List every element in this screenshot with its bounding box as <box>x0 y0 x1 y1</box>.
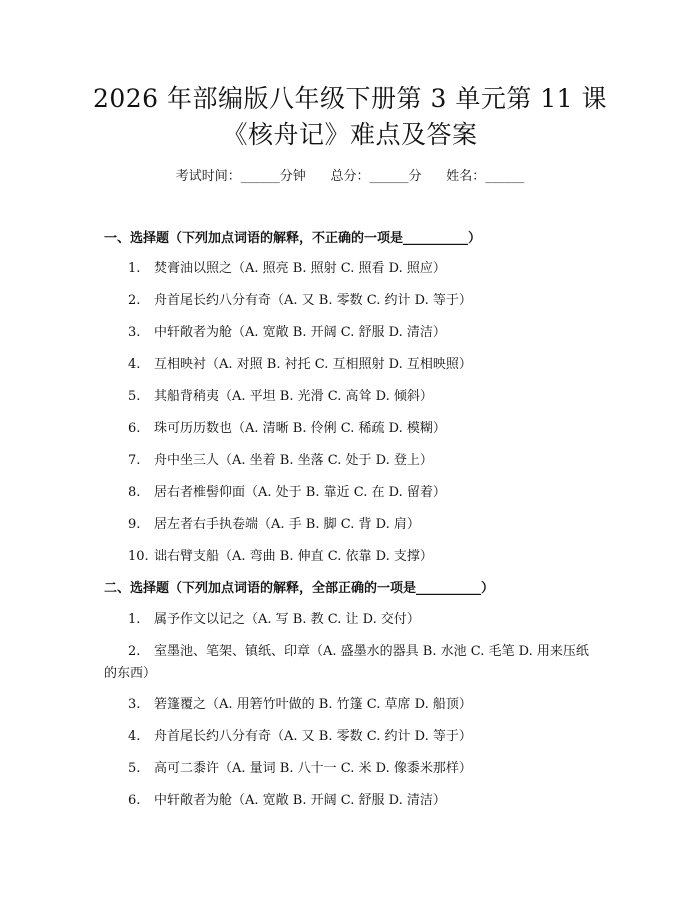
section-1-question-1 <box>104 258 600 280</box>
question-number: 3. <box>128 697 141 712</box>
section-2-question-6 <box>104 790 600 812</box>
section-1-question-2 <box>104 290 600 312</box>
question-number: 4. <box>128 729 141 744</box>
question-text: 中轩敞者为舱（A. 宽敞 B. 开阔 C. 舒服 D. 清洁） <box>154 325 446 340</box>
section-1-question-4 <box>104 354 600 376</box>
document-title-line-2: 《核舟记》难点及答案 <box>222 120 478 149</box>
section-2-question-5 <box>104 758 600 780</box>
question-number: 2. <box>128 293 141 308</box>
section-1-question-10 <box>104 546 600 568</box>
question-text: 其船背稍夷（A. 平坦 B. 光滑 C. 高耸 D. 倾斜） <box>154 389 433 404</box>
question-text: 居左者右手执卷端（A. 手 B. 脚 C. 背 D. 肩） <box>154 517 420 532</box>
section-2-question-1 <box>104 609 600 631</box>
section-1-heading: 一、选择题（下列加点词语的解释，不正确的一项是__________） <box>104 231 482 246</box>
question-text: 高可二黍许（A. 量词 B. 八十一 C. 米 D. 像黍米那样） <box>154 761 472 776</box>
section-1-question-9 <box>104 514 600 536</box>
question-text: 舟首尾长约八分有奇（A. 又 B. 零数 C. 约计 D. 等于） <box>154 293 472 308</box>
section-2-heading: 二、选择题（下列加点词语的解释，全部正确的一项是__________） <box>104 581 495 596</box>
question-number: 4. <box>128 357 141 372</box>
question-text: 箬篷覆之（A. 用箬竹叶做的 B. 竹篷 C. 草席 D. 船顶） <box>154 697 472 712</box>
question-text: 中轩敞者为舱（A. 宽敞 B. 开阔 C. 舒服 D. 清洁） <box>154 793 446 808</box>
section-1-question-3 <box>104 322 600 344</box>
section-1-question-5 <box>104 386 600 408</box>
section-2-question-2 <box>104 641 600 685</box>
question-number: 2. <box>128 644 141 659</box>
question-number: 5. <box>128 761 141 776</box>
section-2-question-4 <box>104 726 600 748</box>
question-number: 1. <box>128 612 141 627</box>
section-1-question-7 <box>104 450 600 472</box>
document-title-line-1: 2026 年部编版八年级下册第 3 单元第 11 课 <box>92 84 608 113</box>
question-text: 舟中坐三人（A. 坐着 B. 坐落 C. 处于 D. 登上） <box>154 453 433 468</box>
question-number: 7. <box>128 453 141 468</box>
exam-info-line: 考试时间：______分钟 总分：______分 姓名：______ <box>175 169 525 184</box>
question-text: 互相映衬（A. 对照 B. 衬托 C. 互相照射 D. 互相映照） <box>154 357 472 372</box>
question-text: 居右者椎髻仰面（A. 处于 B. 靠近 C. 在 D. 留着） <box>154 485 446 500</box>
section-2-question-3 <box>104 694 600 716</box>
question-text: 诎右臂支船（A. 弯曲 B. 伸直 C. 依靠 D. 支撑） <box>154 549 433 564</box>
question-text: 珠可历历数也（A. 清晰 B. 伶俐 C. 稀疏 D. 模糊） <box>154 421 446 436</box>
question-number: 3. <box>128 325 141 340</box>
question-number: 5. <box>128 389 141 404</box>
question-number: 8. <box>128 485 141 500</box>
question-text: 焚膏油以照之（A. 照亮 B. 照射 C. 照看 D. 照应） <box>154 261 446 276</box>
question-number: 6. <box>128 793 141 808</box>
section-1-question-6 <box>104 418 600 440</box>
question-text: 属予作文以记之（A. 写 B. 教 C. 让 D. 交付） <box>154 612 420 627</box>
question-number: 1. <box>128 261 141 276</box>
question-text: 舟首尾长约八分有奇（A. 又 B. 零数 C. 约计 D. 等于） <box>154 729 472 744</box>
question-number: 9. <box>128 517 141 532</box>
question-number: 10. <box>128 549 149 564</box>
question-text: 室墨池、笔架、镇纸、印章（A. 盛墨水的器具 B. 水池 C. 毛笔 D. 用来压纸的东西） <box>104 644 589 681</box>
section-1-question-8 <box>104 482 600 504</box>
question-number: 6. <box>128 421 141 436</box>
